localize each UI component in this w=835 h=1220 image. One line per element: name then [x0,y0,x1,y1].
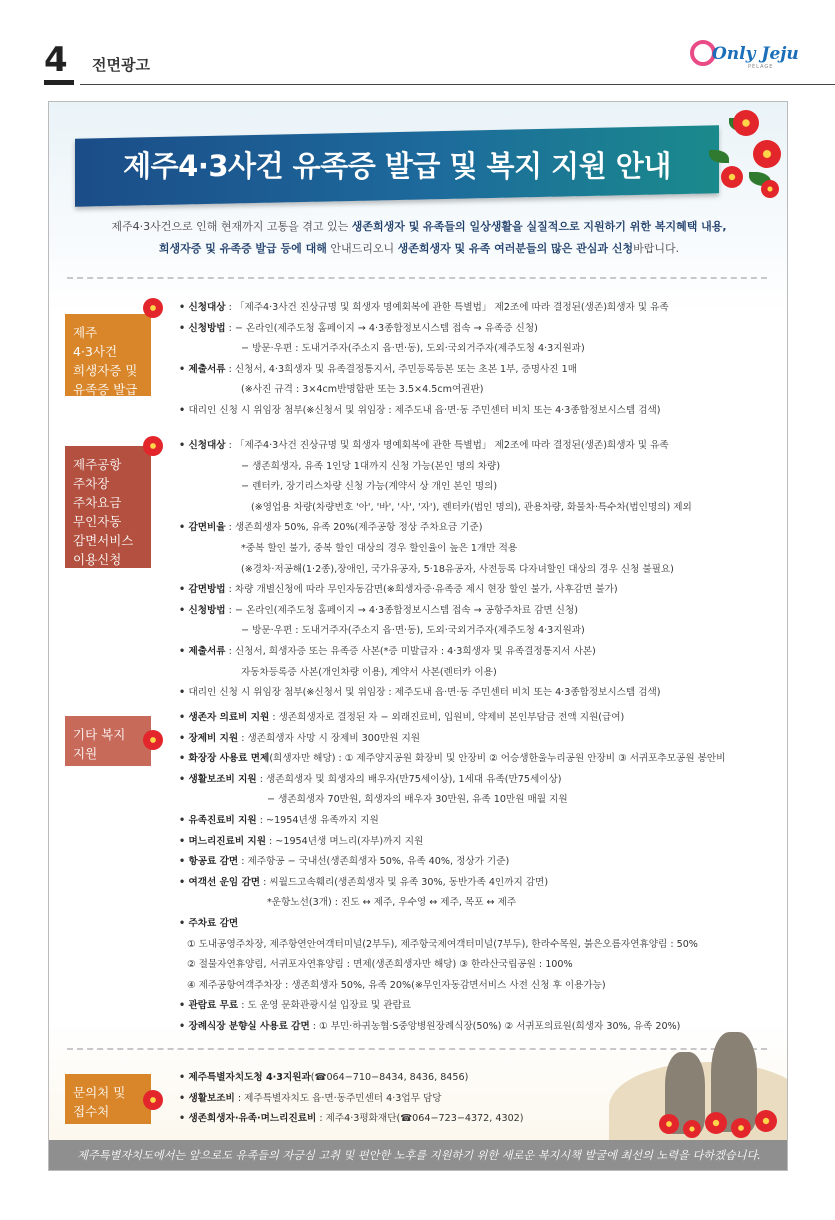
item-key: 감면비율 [188,522,226,534]
item-value: − 생존희생자, 유족 1인당 1대까지 신청 가능(본인 명의 차량) [241,460,501,472]
item-key: 유족진료비 지원 [188,814,257,826]
item-value: : ~1954년생 며느리(자부)까지 지원 [265,835,424,847]
item-key: 제출서류 [188,363,226,375]
item-value: (☎064−710−8434, 8436, 8456) [310,1072,469,1083]
item-key: 신청대상 [188,440,226,451]
item-key: 제출서류 [188,645,226,657]
section-line [179,436,779,457]
section-line [179,683,779,704]
divider [67,277,767,279]
intro-line-2: 희생자증 및 유족증 발급 등에 대해 안내드리오니 생존희생자 및 유족 여러분들의 많은 관심과 신청바랍니다. [158,242,680,255]
section-line [179,380,779,401]
section-line [179,852,779,873]
item-key: 장제비 지원 [188,732,239,744]
item-key: 장례식장 분향실 사용료 감면 [188,1020,310,1032]
header-rule [80,84,835,85]
camellia-icon [143,298,163,318]
item-value: : 차량 개별신청에 따라 무인자동감면(※희생자증·유족증 제시 현장 할인 불가, 사후감면 불가) [225,584,618,596]
section-line [179,621,779,642]
item-value: *운항노선(3개) : 진도 ↔ 제주, 우수영 ↔ 제주, 목포 ↔ 제주 [267,897,517,909]
camellia-icon [683,1120,701,1138]
item-value: − 방문·우편 : 도내거주자(주소지 읍·면·동), 도외·국외거주자(제주도청 4·3지원과) [241,625,585,637]
item-value: − 방문·우편 : 도내거주자(주소지 읍·면·동), 도외·국외거주자(제주도청 4·3지원과) [241,343,585,355]
camellia-icon [143,436,163,456]
item-value: ④ 제주공항여객주차장 : 생존희생자 50%, 유족 20%(※무인자동감면서비스 사전 신청 후 이용가능) [187,979,606,991]
item-value: : 「제주4·3사건 진상규명 및 희생자 명예회복에 관한 특별법」 제2조에 따라 결정된(생존)희생자 및 유족 [225,440,669,451]
camellia-icon [705,1112,727,1134]
item-key: 여객선 운임 감면 [188,876,261,888]
camellia-icon [733,110,759,136]
item-value: (※경차·저공해(1·2종),장애인, 국가유공자, 5·18유공자, 사전등록 다자녀할인 대상의 경우 신청 불필요) [241,563,674,575]
item-value: : − 온라인(제주도청 홈페이지 → 4·3종합정보시스템 접속 → 유족증 신청) [225,322,538,334]
section-other-welfare [179,708,779,1038]
item-key: 제주특별자치도청 4·3지원과 [188,1072,311,1083]
item-key: 화장장 사용료 면제 [188,753,270,765]
item-key: 며느리진료비 지원 [188,835,266,847]
section-line [179,360,779,381]
item-value: : 제주특별자치도 읍·면·동주민센터 4·3업무 담당 [234,1092,442,1104]
divider [67,1048,767,1050]
item-value: : ~1954년생 유족까지 지원 [256,814,379,826]
footer-message: 제주특별자치도에서는 앞으로도 유족들의 자긍심 고취 및 편안한 노후를 지원하기 위한 새로운 복지시책 발굴에 최선의 노력을 다하겠습니다. [49,1140,788,1171]
section-line [179,832,779,853]
item-value: ① 도내공영주차장, 제주항연안여객터미널(2부두), 제주항국제여객터미널(7부두), 한라수목원, 붉은오름자연휴양림 : 50% [187,938,698,950]
item-value: 자동차등록증 사본(개인차량 이용), 계약서 사본(렌터카 이용) [241,666,497,678]
section-line [179,580,779,601]
item-value: − 생존희생자 70만원, 희생자의 배우자 30만원, 유족 10만원 매월 지원 [267,794,568,806]
section-label-contact: 문의처 및 접수처 [65,1074,151,1124]
camellia-icon [731,1118,751,1138]
section-line [179,914,779,935]
section-line [179,518,779,539]
item-key: 항공료 감면 [188,856,239,868]
section-line [179,560,779,581]
section-line [179,729,779,750]
camellia-icon [761,180,779,198]
camellia-icon [753,140,781,168]
section-line [179,770,779,791]
item-value: : 생존희생자로 결정된 자 − 외래진료비, 입원비, 약제비 본인부담금 전액 지원(급여) [269,712,625,723]
only-jeju-logo [690,40,802,76]
item-value: ② 절물자연휴양림, 서귀포자연휴양림 : 면제(생존희생자만 해당) ③ 한라산국립공원 : 100% [187,959,573,971]
item-key: 주차료 감면 [188,917,239,929]
intro-line-1: 제주4·3사건으로 인해 현재까지 고통을 겪고 있는 생존희생자 및 유족들의 일상생활을 실질적으로 지원하기 위한 복지혜택 내용, [111,220,727,233]
section-line [179,339,779,360]
ad-title: 제주4·3사건 유족증 발급 및 복지 지원 안내 [123,149,671,183]
section-line [179,935,779,956]
section-line [179,996,779,1017]
section-line [179,811,779,832]
section-line [179,457,779,478]
camellia-icon [143,730,163,750]
item-value: : 생존희생자 사망 시 장제비 300만원 지원 [238,732,421,744]
section-line [179,1017,779,1038]
logo-text: Only Jeju [712,44,799,64]
section-line [179,663,779,684]
section-label: 전면광고 [92,56,150,74]
section-line [179,539,779,560]
item-value: *중복 할인 불가, 중복 할인 대상의 경우 할인율이 높은 1개만 적용 [241,542,518,554]
section-line [179,601,779,622]
section-label-other-welfare: 기타 복지 지원 [65,716,151,766]
section-line [179,708,779,729]
camellia-icon [143,1090,163,1110]
item-key: 감면방법 [188,584,226,596]
item-value: (※영업용 차량(차량번호 '아', '바', '사', '자'), 렌터카(법인 명의), 관용차량, 화물차·특수차(법인명의) 제외 [251,501,692,513]
item-value: : 생존희생자 및 희생자의 배우자(만75세이상), 1세대 유족(만75세이상) [256,773,562,785]
section-line [179,477,779,498]
item-value: : 「제주4·3사건 진상규명 및 희생자 명예회복에 관한 특별법」 제2조에 따라 결정된(생존)희생자 및 유족 [225,302,669,313]
item-value: : 제주4·3평화재단(☎064−723−4372, 4302) [316,1113,524,1125]
item-value: : 생존희생자 50%, 유족 20%(제주공항 정상 주차요금 기준) [225,522,483,534]
item-value: (※사진 규격 : 3×4cm반명함판 또는 3.5×4.5cm여권판) [241,384,484,396]
page-number-underline [44,80,74,85]
item-value: : 제주항공 − 국내선(생존희생자 50%, 유족 40%, 정상가 기준) [238,856,510,868]
camellia-icon [659,1114,679,1134]
item-key: 생활보조비 [188,1092,235,1104]
item-value: : − 온라인(제주도청 홈페이지 → 4·3종합정보시스템 접속 → 공항주차료 감면 신청) [225,604,578,616]
section-line [179,749,779,770]
item-value: : 씨월드고속훼리(생존희생자 및 유족 30%, 동반가족 4인까지 감면) [260,876,549,888]
item-key: 관람료 무료 [188,1000,239,1012]
section-label-id-card: 제주 4·3사건 희생자증 및 유족증 발급 [65,314,151,396]
page-header [0,0,835,92]
camellia-icon [755,1110,777,1132]
section-line [179,893,779,914]
item-value: 대리인 신청 시 위임장 첨부(※신청서 및 위임장 : 제주도내 읍·면·동 주민센터 비치 또는 4·3종합정보시스템 검색) [188,687,661,699]
item-key: 생존희생자·유족·며느리진료비 [188,1113,317,1125]
section-line [179,955,779,976]
section-airport-parking [179,436,779,704]
item-value: (희생자만 해당) : ① 제주양지공원 화장비 및 안장비 ② 어승생한울누리공원 안장비 ③ 서귀포추모공원 봉안비 [269,753,726,765]
item-value: : 신청서, 4·3희생자 및 유족결정통지서, 주민등록등본 또는 초본 1부, 증명사진 1매 [225,363,577,375]
item-key: 신청대상 [188,302,226,313]
item-value: − 렌터카, 장기리스차량 신청 가능(계약서 상 개인 본인 명의) [241,481,498,493]
section-line [179,498,779,519]
item-value: : 신청서, 희생자증 또는 유족증 사본(*증 미발급자 : 4·3희생자 및 유족결정통지서 사본) [225,645,596,657]
advertisement-panel [48,101,788,1171]
section-line [179,401,779,422]
section-label-airport-parking: 제주공항 주차장 주차요금 무인자동 감면서비스 이용신청 [65,446,151,568]
section-id-card [179,298,779,422]
logo-subtext: PELAGE [748,64,774,70]
item-value: : ① 부민·하귀농협·S중앙병원장례식장(50%) ② 서귀포의료원(희생자 30%, 유족 20%) [309,1020,681,1032]
page-number: 4 [44,40,68,80]
item-value: 대리인 신청 시 위임장 첨부(※신청서 및 위임장 : 제주도내 읍·면·동 주민센터 비치 또는 4·3종합정보시스템 검색) [188,404,661,416]
section-line [179,873,779,894]
section-line [179,790,779,811]
item-value: : 도 운영 문화관광시설 입장료 및 관람료 [238,1000,412,1012]
section-line [179,976,779,997]
item-key: 신청방법 [188,604,226,616]
section-line [179,319,779,340]
item-key: 생존자 의료비 지원 [188,712,270,723]
item-key: 생활보조비 지원 [188,773,257,785]
camellia-icon [721,166,743,188]
item-key: 신청방법 [188,322,226,334]
section-line [179,298,779,319]
section-line [179,642,779,663]
intro-text [79,216,759,260]
